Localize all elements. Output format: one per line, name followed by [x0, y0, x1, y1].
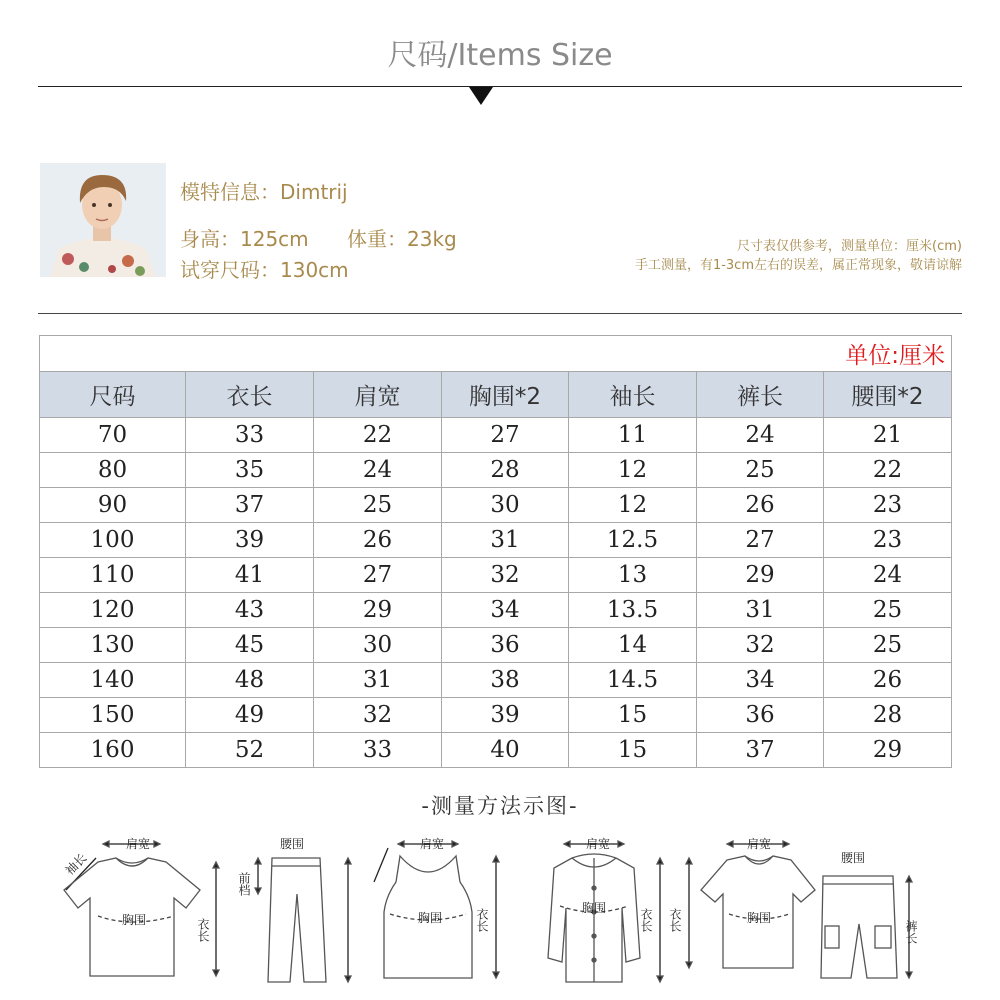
section-divider	[38, 313, 962, 314]
table-cell: 29	[697, 558, 824, 593]
table-cell: 80	[40, 453, 186, 488]
model-tried-size: 试穿尺码：130cm	[180, 258, 349, 282]
waist-label: 腰围	[841, 851, 866, 865]
table-cell: 34	[442, 593, 569, 628]
table-cell: 30	[314, 628, 442, 663]
table-cell: 15	[569, 698, 697, 733]
size-table	[39, 335, 952, 768]
diagram-title: -测量方法示图-	[421, 794, 579, 818]
tank-top-icon	[360, 828, 510, 990]
model-weight: 体重：23kg	[347, 227, 457, 251]
down-arrow-icon	[469, 87, 493, 105]
table-cell: 110	[40, 558, 186, 593]
column-header: 胸围*2	[442, 372, 569, 418]
column-header: 衣长	[186, 372, 314, 418]
table-cell: 140	[40, 663, 186, 698]
table-cell: 39	[186, 523, 314, 558]
chest-label: 胸围	[418, 911, 443, 925]
table-cell: 21	[824, 418, 952, 453]
front-rise-label: 前档	[237, 872, 251, 896]
table-cell: 25	[697, 453, 824, 488]
length-label: 衣长	[475, 908, 489, 932]
table-cell: 25	[824, 593, 952, 628]
table-cell: 27	[697, 523, 824, 558]
tshirt-icon	[58, 828, 223, 990]
waist-label: 腰围	[280, 837, 305, 851]
table-cell: 120	[40, 593, 186, 628]
table-header-row	[40, 372, 952, 418]
column-header: 裤长	[697, 372, 824, 418]
table-cell: 45	[186, 628, 314, 663]
unit-label: 单位:厘米	[40, 336, 952, 372]
chest-label: 胸围	[122, 913, 147, 927]
table-cell: 23	[824, 488, 952, 523]
table-cell: 49	[186, 698, 314, 733]
table-cell: 33	[186, 418, 314, 453]
table-row	[40, 558, 952, 593]
table-cell: 26	[824, 663, 952, 698]
table-cell: 100	[40, 523, 186, 558]
table-cell: 150	[40, 698, 186, 733]
table-cell: 13.5	[569, 593, 697, 628]
jacket-icon	[522, 828, 672, 990]
shorts-icon	[815, 840, 925, 990]
table-cell: 24	[314, 453, 442, 488]
table-cell: 37	[697, 733, 824, 768]
table-cell: 36	[697, 698, 824, 733]
table-cell: 48	[186, 663, 314, 698]
size-note-line2: 手工测量，有1-3cm左右的误差，属正常现象，敬请谅解	[634, 258, 962, 273]
table-row	[40, 698, 952, 733]
column-header: 肩宽	[314, 372, 442, 418]
length-label: 衣长	[668, 908, 682, 932]
shoulder-label: 肩宽	[126, 837, 151, 851]
table-row	[40, 628, 952, 663]
page-title: 尺码/Items Size	[387, 38, 613, 73]
column-header: 腰围*2	[824, 372, 952, 418]
table-cell: 27	[442, 418, 569, 453]
table-cell: 12	[569, 488, 697, 523]
table-cell: 24	[824, 558, 952, 593]
table-cell: 90	[40, 488, 186, 523]
table-cell: 70	[40, 418, 186, 453]
table-cell: 31	[314, 663, 442, 698]
shoulder-label: 肩宽	[420, 837, 445, 851]
table-cell: 24	[697, 418, 824, 453]
table-cell: 43	[186, 593, 314, 628]
size-note-line1: 尺寸表仅供参考，测量单位：厘米(cm)	[737, 239, 962, 254]
table-cell: 32	[697, 628, 824, 663]
table-cell: 31	[442, 523, 569, 558]
model-photo	[40, 163, 166, 277]
table-row	[40, 453, 952, 488]
table-cell: 22	[314, 418, 442, 453]
table-cell: 28	[824, 698, 952, 733]
table-cell: 14	[569, 628, 697, 663]
table-row	[40, 733, 952, 768]
table-cell: 130	[40, 628, 186, 663]
table-cell: 25	[824, 628, 952, 663]
table-row	[40, 488, 952, 523]
table-cell: 37	[186, 488, 314, 523]
table-row	[40, 418, 952, 453]
table-cell: 32	[442, 558, 569, 593]
length-label: 衣长	[196, 918, 210, 942]
chest-label: 胸围	[582, 901, 607, 915]
column-header: 袖长	[569, 372, 697, 418]
table-row	[40, 593, 952, 628]
model-height: 身高：125cm	[180, 227, 309, 251]
title-divider	[38, 86, 962, 87]
table-cell: 41	[186, 558, 314, 593]
table-cell: 52	[186, 733, 314, 768]
table-cell: 15	[569, 733, 697, 768]
table-cell: 28	[442, 453, 569, 488]
table-row	[40, 663, 952, 698]
table-cell: 33	[314, 733, 442, 768]
shoulder-label: 肩宽	[586, 837, 611, 851]
table-cell: 32	[314, 698, 442, 733]
chest-label: 胸围	[747, 911, 772, 925]
table-cell: 160	[40, 733, 186, 768]
table-cell: 13	[569, 558, 697, 593]
table-cell: 40	[442, 733, 569, 768]
table-body	[40, 418, 952, 768]
length-label: 衣长	[639, 908, 653, 932]
table-cell: 36	[442, 628, 569, 663]
sleeve-label: 袖长	[62, 850, 90, 878]
table-cell: 26	[697, 488, 824, 523]
pants-icon	[237, 832, 355, 990]
model-name: 模特信息：Dimtrij	[180, 180, 348, 204]
table-cell: 26	[314, 523, 442, 558]
table-cell: 27	[314, 558, 442, 593]
table-cell: 29	[314, 593, 442, 628]
table-cell: 29	[824, 733, 952, 768]
table-cell: 35	[186, 453, 314, 488]
pants-length-label: 裤长	[904, 920, 918, 944]
table-cell: 31	[697, 593, 824, 628]
table-cell: 12.5	[569, 523, 697, 558]
table-cell: 39	[442, 698, 569, 733]
table-cell: 38	[442, 663, 569, 698]
table-cell: 23	[824, 523, 952, 558]
table-cell: 34	[697, 663, 824, 698]
column-header: 尺码	[40, 372, 186, 418]
table-cell: 11	[569, 418, 697, 453]
shoulder-label: 肩宽	[747, 837, 772, 851]
table-cell: 30	[442, 488, 569, 523]
table-cell: 22	[824, 453, 952, 488]
table-row	[40, 523, 952, 558]
table-cell: 25	[314, 488, 442, 523]
table-cell: 14.5	[569, 663, 697, 698]
table-cell: 12	[569, 453, 697, 488]
tshirt-icon	[668, 828, 823, 990]
